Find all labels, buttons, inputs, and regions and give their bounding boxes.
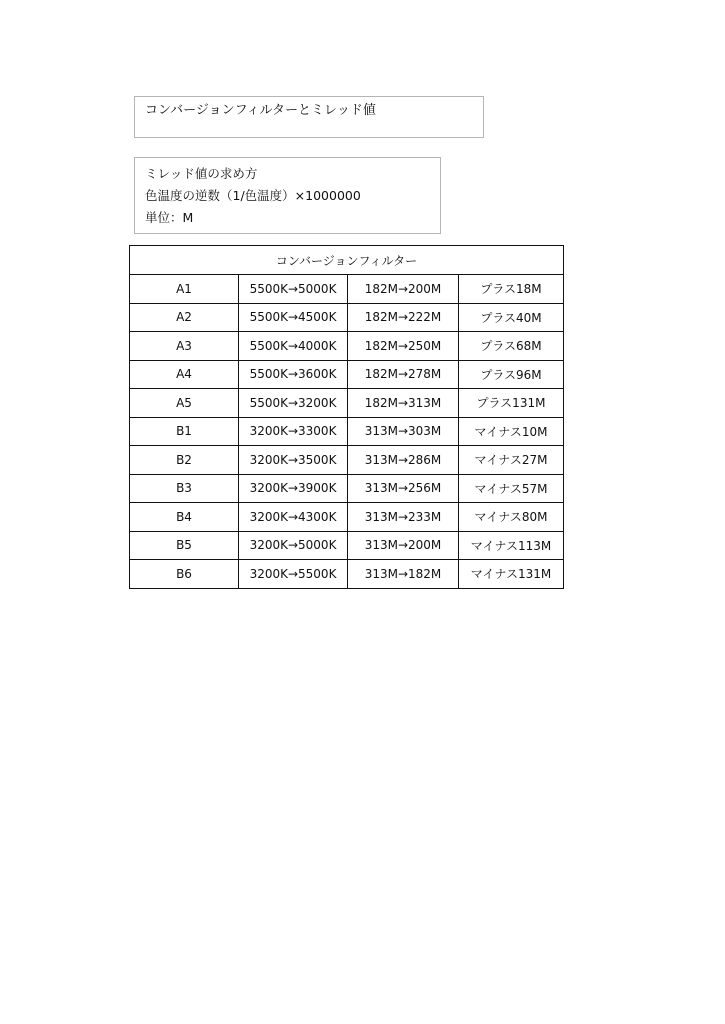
- filter-code-cell: A4: [130, 360, 239, 389]
- color-temp-cell: 3200K→3300K: [239, 417, 348, 446]
- table-header-row: [130, 246, 564, 275]
- table-row: [130, 531, 564, 560]
- mired-formula-box: [134, 157, 441, 234]
- color-temp-cell: 5500K→5000K: [239, 275, 348, 304]
- mired-shift-cell: マイナス131M: [459, 560, 564, 589]
- conversion-filter-table: [129, 245, 564, 589]
- title-box: [134, 96, 484, 138]
- mired-shift-cell: マイナス27M: [459, 446, 564, 475]
- filter-code-cell: B3: [130, 474, 239, 503]
- mired-change-cell: 182M→250M: [348, 332, 459, 361]
- mired-shift-cell: マイナス113M: [459, 531, 564, 560]
- color-temp-cell: 3200K→3900K: [239, 474, 348, 503]
- mired-shift-cell: マイナス80M: [459, 503, 564, 532]
- mired-change-cell: 182M→278M: [348, 360, 459, 389]
- mired-change-cell: 313M→256M: [348, 474, 459, 503]
- filter-code-cell: A3: [130, 332, 239, 361]
- color-temp-cell: 5500K→4500K: [239, 303, 348, 332]
- mired-change-cell: 182M→222M: [348, 303, 459, 332]
- color-temp-cell: 3200K→4300K: [239, 503, 348, 532]
- table-row: [130, 474, 564, 503]
- mired-shift-cell: プラス131M: [459, 389, 564, 418]
- table-row: [130, 417, 564, 446]
- filter-code-cell: B2: [130, 446, 239, 475]
- filter-code-cell: A5: [130, 389, 239, 418]
- table-row: [130, 560, 564, 589]
- table-body: [130, 275, 564, 589]
- mired-change-cell: 313M→286M: [348, 446, 459, 475]
- filter-code-cell: B5: [130, 531, 239, 560]
- mired-shift-cell: プラス40M: [459, 303, 564, 332]
- table-row: [130, 332, 564, 361]
- document-title: コンバージョンフィルターとミレッド値: [145, 103, 376, 118]
- mired-change-cell: 182M→313M: [348, 389, 459, 418]
- color-temp-cell: 5500K→3600K: [239, 360, 348, 389]
- mired-shift-cell: プラス18M: [459, 275, 564, 304]
- filter-code-cell: A1: [130, 275, 239, 304]
- unit-text: 単位：M: [145, 210, 194, 225]
- color-temp-cell: 5500K→4000K: [239, 332, 348, 361]
- formula-heading: ミレッド値の求め方: [145, 166, 258, 181]
- mired-change-cell: 313M→200M: [348, 531, 459, 560]
- table-header: コンバージョンフィルター: [130, 246, 564, 275]
- filter-code-cell: A2: [130, 303, 239, 332]
- mired-shift-cell: プラス68M: [459, 332, 564, 361]
- filter-code-cell: B1: [130, 417, 239, 446]
- mired-change-cell: 313M→303M: [348, 417, 459, 446]
- mired-shift-cell: マイナス10M: [459, 417, 564, 446]
- color-temp-cell: 3200K→3500K: [239, 446, 348, 475]
- color-temp-cell: 3200K→5000K: [239, 531, 348, 560]
- mired-shift-cell: プラス96M: [459, 360, 564, 389]
- table-row: [130, 389, 564, 418]
- table-row: [130, 303, 564, 332]
- filter-code-cell: B6: [130, 560, 239, 589]
- formula-text: 色温度の逆数（1/色温度）×1000000: [145, 188, 361, 203]
- table-row: [130, 360, 564, 389]
- mired-change-cell: 313M→182M: [348, 560, 459, 589]
- filter-code-cell: B4: [130, 503, 239, 532]
- mired-change-cell: 313M→233M: [348, 503, 459, 532]
- table-row: [130, 503, 564, 532]
- mired-change-cell: 182M→200M: [348, 275, 459, 304]
- table-row: [130, 275, 564, 304]
- mired-shift-cell: マイナス57M: [459, 474, 564, 503]
- color-temp-cell: 5500K→3200K: [239, 389, 348, 418]
- color-temp-cell: 3200K→5500K: [239, 560, 348, 589]
- table-row: [130, 446, 564, 475]
